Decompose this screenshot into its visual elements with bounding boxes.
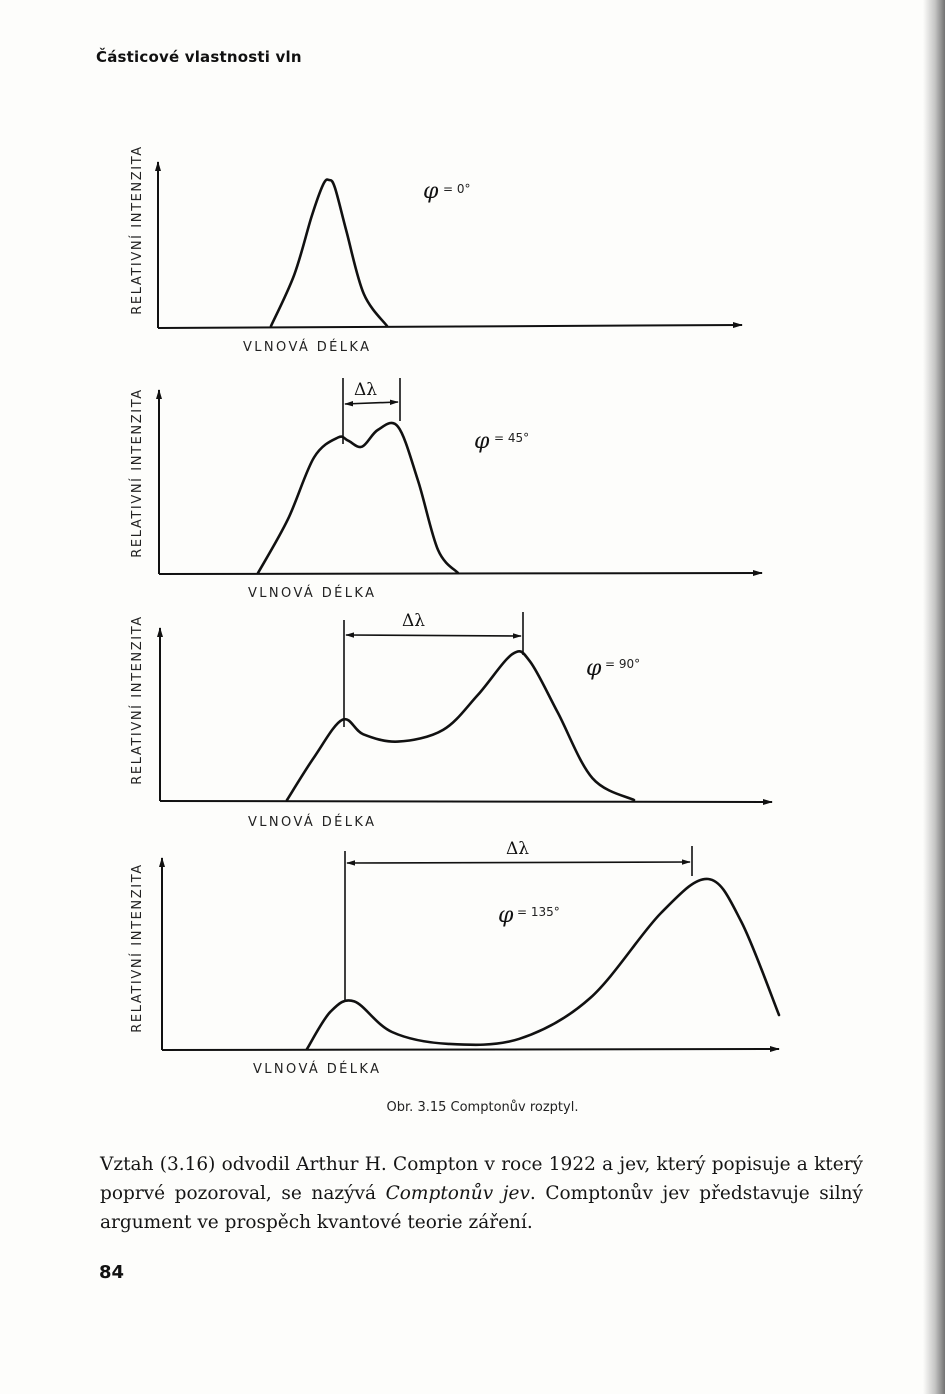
angle-label <box>498 903 560 928</box>
phi-symbol: φ <box>474 429 490 454</box>
delta-lambda-label: Δλ <box>354 380 378 400</box>
delta-arrow <box>347 862 690 863</box>
angle-value: = 45° <box>494 431 530 445</box>
x-axis <box>162 1049 779 1050</box>
phi-symbol: φ <box>586 656 602 681</box>
y-axis-label: RELATIVNÍ INTENZITA <box>130 863 145 1033</box>
intensity-curve <box>287 651 634 800</box>
running-header: Částicové vlastnosti vln <box>96 48 302 66</box>
x-axis <box>159 573 762 574</box>
wavelength-shift-indicator <box>345 839 692 1000</box>
y-axis-label: RELATIVNÍ INTENZITA <box>130 388 145 558</box>
wavelength-shift-indicator <box>344 611 523 727</box>
y-axis-label: RELATIVNÍ INTENZITA <box>130 145 145 315</box>
x-axis-label: VLNOVÁ DÉLKA <box>248 586 377 601</box>
body-emphasis: Comptonův jev <box>385 1183 530 1204</box>
body-paragraph <box>100 1150 863 1237</box>
figure-caption: Obr. 3.15 Comptonův rozptyl. <box>386 1100 579 1115</box>
angle-value: = 135° <box>517 905 560 919</box>
intensity-curve <box>271 180 387 326</box>
chart-panel-phi-0 <box>129 145 742 355</box>
chart-panel-phi-45 <box>129 378 762 601</box>
angle-label <box>474 429 529 454</box>
delta-lambda-label: Δλ <box>402 611 426 631</box>
page-number: 84 <box>99 1262 125 1283</box>
angle-label <box>423 179 471 204</box>
x-axis-label: VLNOVÁ DÉLKA <box>248 815 377 830</box>
chart-panel-phi-90 <box>129 611 772 830</box>
delta-arrow <box>346 635 521 636</box>
y-axis-label: RELATIVNÍ INTENZITA <box>130 615 145 785</box>
wavelength-shift-indicator <box>343 378 400 444</box>
x-axis <box>158 325 742 328</box>
angle-value: = 90° <box>605 657 641 671</box>
body-text-after: . Comptonův jev představuje silný argument ve prospěch kvantové teorie záření. <box>100 1183 864 1233</box>
phi-symbol: φ <box>423 179 439 204</box>
chart-panel-phi-135 <box>129 839 779 1077</box>
phi-symbol: φ <box>498 903 514 928</box>
x-axis-label: VLNOVÁ DÉLKA <box>253 1062 382 1077</box>
body-text-before: Vztah (3.16) odvodil Arthur H. Compton v roce 1922 a jev, který popisuje a který poprvé pozoroval, se nazývá <box>100 1154 863 1204</box>
delta-lambda-label: Δλ <box>506 839 530 859</box>
x-axis-label: VLNOVÁ DÉLKA <box>243 340 372 355</box>
x-axis <box>160 801 772 802</box>
angle-value: = 0° <box>443 182 471 196</box>
delta-arrow <box>345 402 398 404</box>
page-edge-shadow <box>923 0 945 1394</box>
intensity-curve <box>258 423 458 573</box>
angle-label <box>586 656 640 681</box>
